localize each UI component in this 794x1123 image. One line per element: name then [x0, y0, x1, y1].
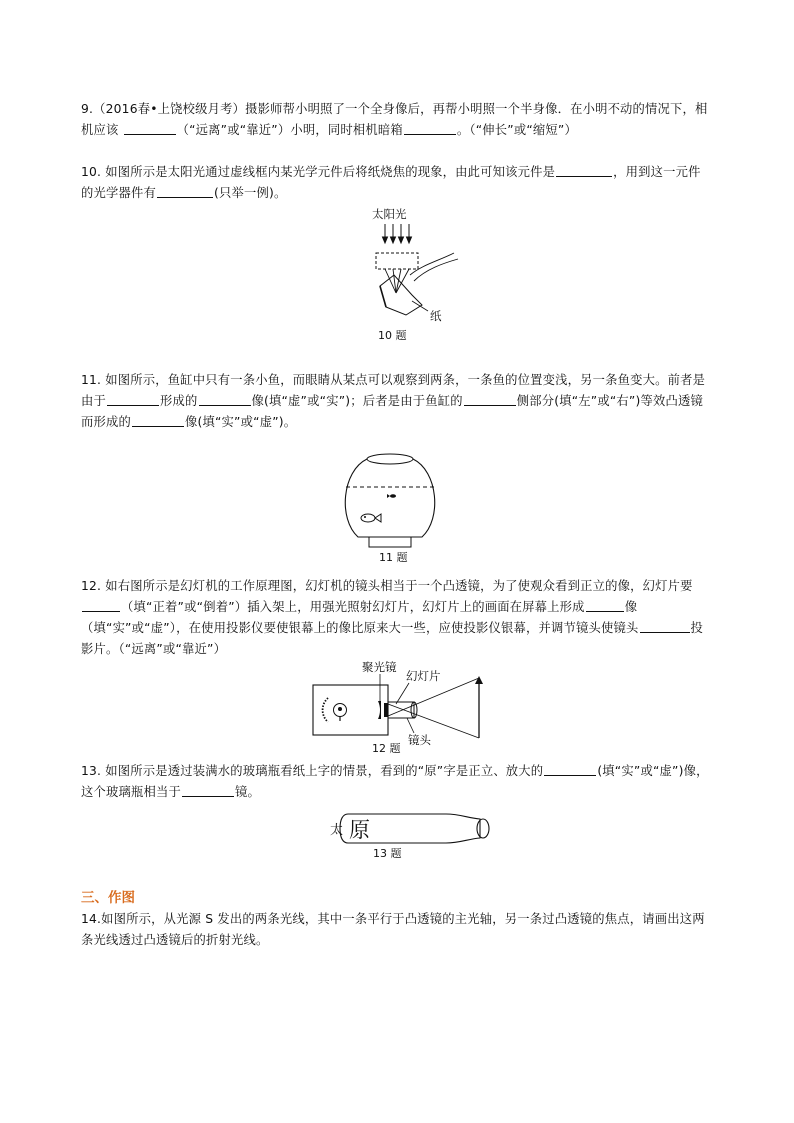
q10-text-3: (只举一例)。 [213, 186, 287, 200]
q12-text-3: 像（填“实”或“虚”），在使用投影仪要使银幕上的像比原来大一些，应使投影仪银幕，并调节镜头使镜头 [81, 600, 639, 635]
dashed-element-box [376, 253, 418, 269]
q12-blank-1[interactable] [82, 598, 120, 612]
q13-text-2: (填“实”或“虚”)像，这个玻璃瓶相当于 [81, 764, 709, 799]
q12-blank-3[interactable] [640, 619, 690, 633]
lens-pointer [407, 718, 414, 733]
slide-plate [384, 703, 388, 717]
figure-12-svg [310, 660, 500, 760]
paper-sheet [380, 275, 422, 315]
fig12-slide-label: 幻灯片 [406, 669, 441, 683]
figure-13-svg [328, 809, 498, 863]
converging-rays [385, 269, 409, 293]
bowl-base [369, 537, 411, 547]
light-bulb [334, 704, 347, 722]
q13-text-1: 13. 如图所示是透过装满水的玻璃瓶看纸上字的情景，看到的“原”字是正立、放大的 [81, 764, 544, 778]
figure-10-svg [366, 203, 476, 345]
bowl-rim [367, 454, 413, 464]
fig12-caption: 12 题 [372, 742, 401, 755]
condenser-lens [378, 701, 381, 719]
q13-text-3: 镜。 [234, 785, 260, 799]
question-12 [81, 576, 713, 660]
fig10-caption: 10 题 [378, 329, 407, 342]
q9-text-2: （“远离”或“靠近”）小明，同时相机暗箱 [176, 123, 403, 137]
q11-blank-4[interactable] [132, 413, 184, 427]
question-11 [81, 370, 713, 433]
small-fish-image [387, 494, 396, 498]
smoke-lines [410, 253, 458, 281]
fig13-small-char: 太 [330, 823, 344, 838]
q11-text-2: 形成的 [160, 394, 198, 408]
fig12-condenser-label: 聚光镜 [362, 660, 397, 674]
section-3-title: 三、作图 [81, 890, 135, 906]
reflector [323, 698, 328, 722]
q10-blank-2[interactable] [157, 184, 213, 198]
figure-11-svg [340, 447, 440, 567]
fish-bowl [345, 459, 434, 537]
q10-text-2: ，用到这一元件的光学器件有 [81, 165, 701, 200]
q11-text-1: 11. 如图所示，鱼缸中只有一条小鱼，而眼睛从某点可以观察到两条，一条鱼的位置变浅，另一条鱼变大。前者是由于 [81, 373, 706, 408]
bottle-mouth [477, 819, 489, 838]
fig10-paper-label: 纸 [430, 309, 442, 323]
q11-blank-1[interactable] [107, 392, 159, 406]
question-13 [81, 761, 713, 803]
q11-text-5: 像(填“实”或“虚”)。 [185, 415, 297, 429]
lens-tube [388, 702, 414, 718]
question-10 [81, 162, 713, 204]
large-fish-image [361, 514, 381, 522]
figure-10 [366, 203, 476, 345]
q9-text-1: 9.（2016春•上饶校级月考）摄影师帮小明照了一个全身像后，再帮小明照一个半身像．在小明不动的情况下，相机应该 [81, 102, 708, 137]
q11-blank-2[interactable] [199, 392, 251, 406]
q9-blank-1[interactable] [124, 121, 176, 135]
figure-13 [328, 809, 498, 863]
q10-text-1: 10. 如图所示是太阳光通过虚线框内某光学元件后将纸烧焦的现象，由此可知该元件是 [81, 165, 556, 179]
paper-edge [380, 286, 386, 307]
q12-text-4: 投影片。（“远离”或“靠近”） [81, 621, 703, 656]
q9-blank-2[interactable] [404, 121, 456, 135]
question-14 [81, 909, 713, 951]
fig10-sun-label: 太阳光 [372, 207, 407, 221]
figure-11 [340, 447, 440, 567]
q12-text-1: 12. 如右图所示是幻灯机的工作原理图，幻灯机的镜头相当于一个凸透镜，为了使观众看到正立的像，幻灯片要 [81, 579, 693, 593]
projection-rays [388, 678, 479, 738]
fig12-lens-label: 镜头 [408, 733, 431, 747]
q11-text-4: 侧部分(填“左”或“右”)等效凸透镜而形成的 [81, 394, 703, 429]
figure-12 [310, 660, 500, 760]
image-arrowhead [475, 676, 483, 684]
fig13-caption: 13 题 [373, 847, 402, 860]
q11-blank-3[interactable] [464, 392, 516, 406]
q12-text-2: （填“正着”或“倒着”）插入架上，用强光照射幻灯片，幻灯片上的画面在屏幕上形成 [121, 600, 585, 614]
sunlight-rays [383, 224, 412, 243]
q13-blank-2[interactable] [182, 783, 234, 797]
fig11-caption: 11 题 [379, 551, 408, 564]
q13-blank-1[interactable] [544, 762, 596, 776]
q14-text: 14.如图所示，从光源 S 发出的两条光线，其中一条平行于凸透镜的主光轴，另一条过凸透镜的焦点，请画出这两条光线透过凸透镜后的折射光线。 [81, 912, 705, 947]
q12-blank-2[interactable] [586, 598, 624, 612]
q11-text-3: 像(填“虚”或“实”)；后者是由于鱼缸的 [251, 394, 463, 408]
fig13-magnified-char: 原 [349, 818, 370, 842]
q10-blank-1[interactable] [556, 163, 612, 177]
q9-text-3: 。（“伸长”或“缩短”） [456, 123, 577, 137]
question-9 [81, 99, 713, 141]
projector-box [313, 685, 388, 735]
slide-pointer [396, 683, 409, 704]
